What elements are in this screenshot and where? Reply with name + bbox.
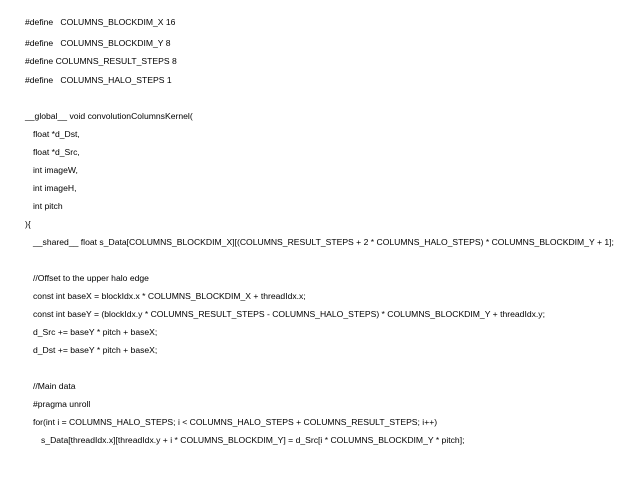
code-line-define-blockdim-x: #define COLUMNS_BLOCKDIM_X 16 — [25, 17, 176, 27]
code-line-base-y: const int baseY = (blockIdx.y * COLUMNS_RESULT_STEPS - COLUMNS_HALO_STEPS) * COLUMNS_BLOCKDIM_Y + threadIdx.y; — [33, 309, 545, 319]
code-line-d-src-offset: d_Src += baseY * pitch + baseX; — [33, 327, 158, 337]
code-line-define-result-steps: #define COLUMNS_RESULT_STEPS 8 — [25, 56, 177, 66]
code-line-comment-offset: //Offset to the upper halo edge — [33, 273, 149, 283]
code-line-kernel-signature: __global__ void convolutionColumnsKernel( — [25, 111, 193, 121]
code-line-param-pitch: int pitch — [33, 201, 63, 211]
code-line-param-image-h: int imageH, — [33, 183, 77, 193]
code-line-param-d-dst: float *d_Dst, — [33, 129, 80, 139]
code-line-base-x: const int baseX = blockIdx.x * COLUMNS_BLOCKDIM_X + threadIdx.x; — [33, 291, 306, 301]
code-line-define-blockdim-y: #define COLUMNS_BLOCKDIM_Y 8 — [25, 38, 171, 48]
code-line-shared-decl: __shared__ float s_Data[COLUMNS_BLOCKDIM_X][(COLUMNS_RESULT_STEPS + 2 * COLUMNS_HALO_STEPS) * COLUMNS_BLOCKDIM_Y + 1]; — [33, 237, 614, 247]
code-line-param-d-src: float *d_Src, — [33, 147, 80, 157]
code-line-comment-main-data: //Main data — [33, 381, 76, 391]
code-line-d-dst-offset: d_Dst += baseY * pitch + baseX; — [33, 345, 158, 355]
code-line-param-image-w: int imageW, — [33, 165, 78, 175]
code-line-define-halo-steps: #define COLUMNS_HALO_STEPS 1 — [25, 75, 172, 85]
code-line-for-loop: for(int i = COLUMNS_HALO_STEPS; i < COLUMNS_HALO_STEPS + COLUMNS_RESULT_STEPS; i++) — [33, 417, 438, 427]
code-line-open-brace: ){ — [25, 219, 31, 229]
code-line-s-data-assign: s_Data[threadIdx.x][threadIdx.y + i * COLUMNS_BLOCKDIM_Y] = d_Src[i * COLUMNS_BLOCKDIM_Y * pitch]; — [41, 435, 465, 445]
code-line-pragma-unroll: #pragma unroll — [33, 399, 91, 409]
